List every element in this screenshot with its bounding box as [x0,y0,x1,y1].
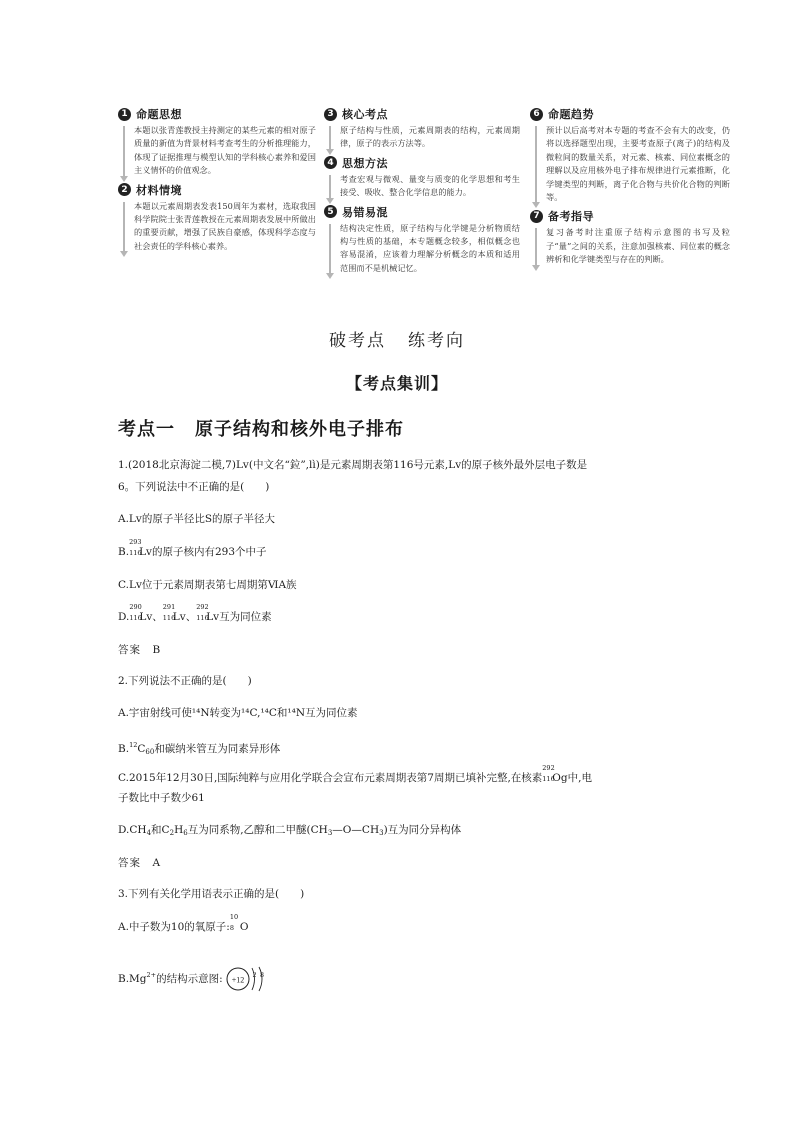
number-badge: 3 [324,108,337,121]
mass-number: 292 [196,603,209,611]
q2-option-b [118,738,280,759]
q2-stem: 2.下列说法不正确的是( ) [118,675,252,687]
main-heading-right: 练考向 [408,331,465,351]
main-heading [0,326,794,351]
grid-column-3 [530,106,730,271]
section-title: 思想方法 [342,156,388,170]
section-prep-guide [530,208,730,266]
q1-option-a: A.Lv的原子半径比S的原子半径大 [118,513,276,525]
section-thinking-method [324,155,520,200]
nuclide [129,603,153,624]
mass-number: 290 [129,603,142,611]
section-title: 易错易混 [342,205,388,219]
q1-stem-line1: 1.(2018北京海淀二模,7)Lv(中文名“鉝”,lì)是元素周期表第116号元素,Lv的原子核外最外层电子数是 [118,459,588,471]
subscript: 3 [327,829,333,837]
option-text: 和C [151,824,170,836]
number-badge: 5 [324,205,337,218]
option-text: —O—CH [332,824,380,836]
section-text: 复习备考时注重原子结构示意图的书写及粒子“量”之间的关系，注意加强核素、同位素的概念辨析和化学键类型与存在的判断。 [546,227,730,265]
section-title: 核心考点 [342,108,388,121]
element-symbol: Lv [139,546,152,558]
analysis-grid [118,106,730,302]
option-text: 的结构示意图: [156,973,223,985]
q2-answer: 答案 A [118,857,162,869]
section-text: 本题以张青莲教授主持测定的某些元素的相对原子质量的新值为背景材料考查考生的分析推理能力，体现了证据推理与模型认知的学科核心素养和爱国主义情怀的价值观念。 [134,125,316,176]
option-text: 互为同系物,乙醇和二甲醚(CH [187,824,328,836]
element-symbol: Og [552,772,568,784]
option-text: 的原子核内有293个中子 [151,546,267,558]
option-text: C.2015年12月30日,国际纯粹与应用化学联合会宣布元素周期表第7周期已填补完整,在核素 [118,772,543,784]
nuclide [162,603,186,624]
subscript: 2 [169,829,175,837]
grid-column-2 [324,106,520,279]
main-heading-left: 破考点 [329,331,386,351]
option-text: 中,电 [567,772,592,784]
section-text: 考查宏观与微观、量变与质变的化学思想和考生接受、吸收、整合化学信息的能力。 [340,173,520,198]
section-core-points [324,106,520,151]
number-badge: 2 [118,183,131,196]
option-prefix: D. [118,611,130,623]
section-title: 命题趋势 [548,108,594,121]
q1-answer: 答案 B [118,644,162,656]
nuclide [229,913,249,934]
option-text: D.CH [118,824,147,836]
section-material-context [118,182,316,254]
arrow-bar-icon [123,126,125,178]
option-text: B.Mg [118,973,147,985]
atomic-number: 116 [129,549,142,557]
option-text: 和碳纳米管互为同素异形体 [154,743,281,755]
q3-option-a [118,913,249,934]
q1-option-b [118,538,267,559]
mass-number: 12 [129,741,138,749]
atomic-number: 116 [542,775,555,783]
q2-option-c-line1 [118,764,592,785]
topic-title: 原子结构和核外电子排布 [195,419,404,440]
arrow-bar-icon [123,202,125,254]
subscript: 3 [379,829,384,837]
q2-option-c-line2: 子数比中子数少61 [118,792,205,804]
q1-option-c: C.Lv位于元素周期表第七周期第ⅥA族 [118,579,297,591]
q2-option-a: A.宇宙射线可使¹⁴N转变为¹⁴C,¹⁴C和¹⁴N互为同位素 [118,707,358,719]
q2-option-d [118,823,461,840]
element-symbol: Lv [139,611,153,623]
option-text: )互为同分异构体 [383,824,462,836]
q3-stem: 3.下列有关化学用语表示正确的是( ) [118,888,305,900]
arrow-bar-icon [329,126,331,151]
nuclide [542,764,568,785]
arrow-bar-icon [535,126,537,204]
q1-option-d [118,603,272,624]
atomic-number: 8 [229,924,234,932]
separator: 、 [152,611,163,623]
section-common-mistakes [324,204,520,276]
nuclide [196,603,220,624]
number-badge: 6 [530,108,543,121]
topic-heading [118,415,404,441]
arrow-bar-icon [329,224,331,276]
subscript: 60 [145,748,155,756]
section-trend [530,106,730,204]
option-prefix: B. [118,546,130,558]
element-symbol: Lv [206,611,220,623]
section-title: 材料情境 [136,183,182,197]
nuclide [129,538,152,559]
arrow-bar-icon [535,228,537,266]
element-symbol: Lv [172,611,186,623]
number-badge: 7 [530,210,543,223]
subscript: 4 [146,829,152,837]
section-text: 结构决定性质，原子结构与化学键是分析物质结构与性质的基础，本专题概念较多，相似概念也容易混淆，应该着力理解分析概念的本质和适用范围而不是机械记忆。 [340,222,520,273]
grid-column-1 [118,106,316,257]
section-text: 本题以元素周期表发表150周年为素材，选取我国科学院院士张青莲教授在元素周期表发展中所做出的重要贡献，增强了民族自豪感，体现科学态度与社会责任的学科核心素养。 [134,200,316,251]
atom-structure-diagram [225,964,273,994]
section-text: 预计以后高考对本专题的考查不会有大的改变，仍将以选择题型出现，主要考查原子(离子)的结构及微粒间的数量关系，对元素、核素、同位素概念的理解以及应用核外电子排布规律进行元素推断，化学键类型的判断，离子化合物与共价化合物的判断等。 [546,125,730,203]
option-text: 互为同位素 [219,611,272,623]
q1-stem-line2: 6。下列说法中不正确的是( ) [118,481,270,493]
element-symbol: O [239,921,249,933]
mass-number: 292 [542,764,555,772]
topic-number: 考点一 [118,419,175,440]
number-badge: 1 [118,108,131,121]
separator: 、 [185,611,197,623]
shell-electrons-1: 2 [252,970,257,979]
subscript: 6 [183,829,188,837]
mass-number: 10 [229,913,239,921]
atomic-number: 116 [162,614,176,622]
section-title: 命题思想 [136,108,182,121]
nucleus-charge: +12 [231,975,244,985]
atomic-number: 116 [196,614,209,622]
section-title: 备考指导 [548,210,594,224]
element-symbol: C [137,743,146,755]
section-proposition-idea [118,106,316,178]
number-badge: 4 [324,156,337,169]
option-prefix: B. [118,743,130,755]
mass-number: 293 [129,538,142,546]
option-text: A.中子数为10的氧原子: [118,921,230,933]
sub-heading: 【考点集训】 [345,374,448,393]
mass-number: 291 [162,603,176,611]
shell-electrons-2: 8 [259,970,264,979]
atomic-number: 116 [129,614,142,622]
ion-charge: 2+ [146,971,157,979]
option-text: H [174,824,184,836]
section-text: 原子结构与性质，元素周期表的结构，元素周期律，原子的表示方法等。 [340,125,520,149]
arrow-bar-icon [329,175,331,200]
q3-option-b [118,964,273,994]
